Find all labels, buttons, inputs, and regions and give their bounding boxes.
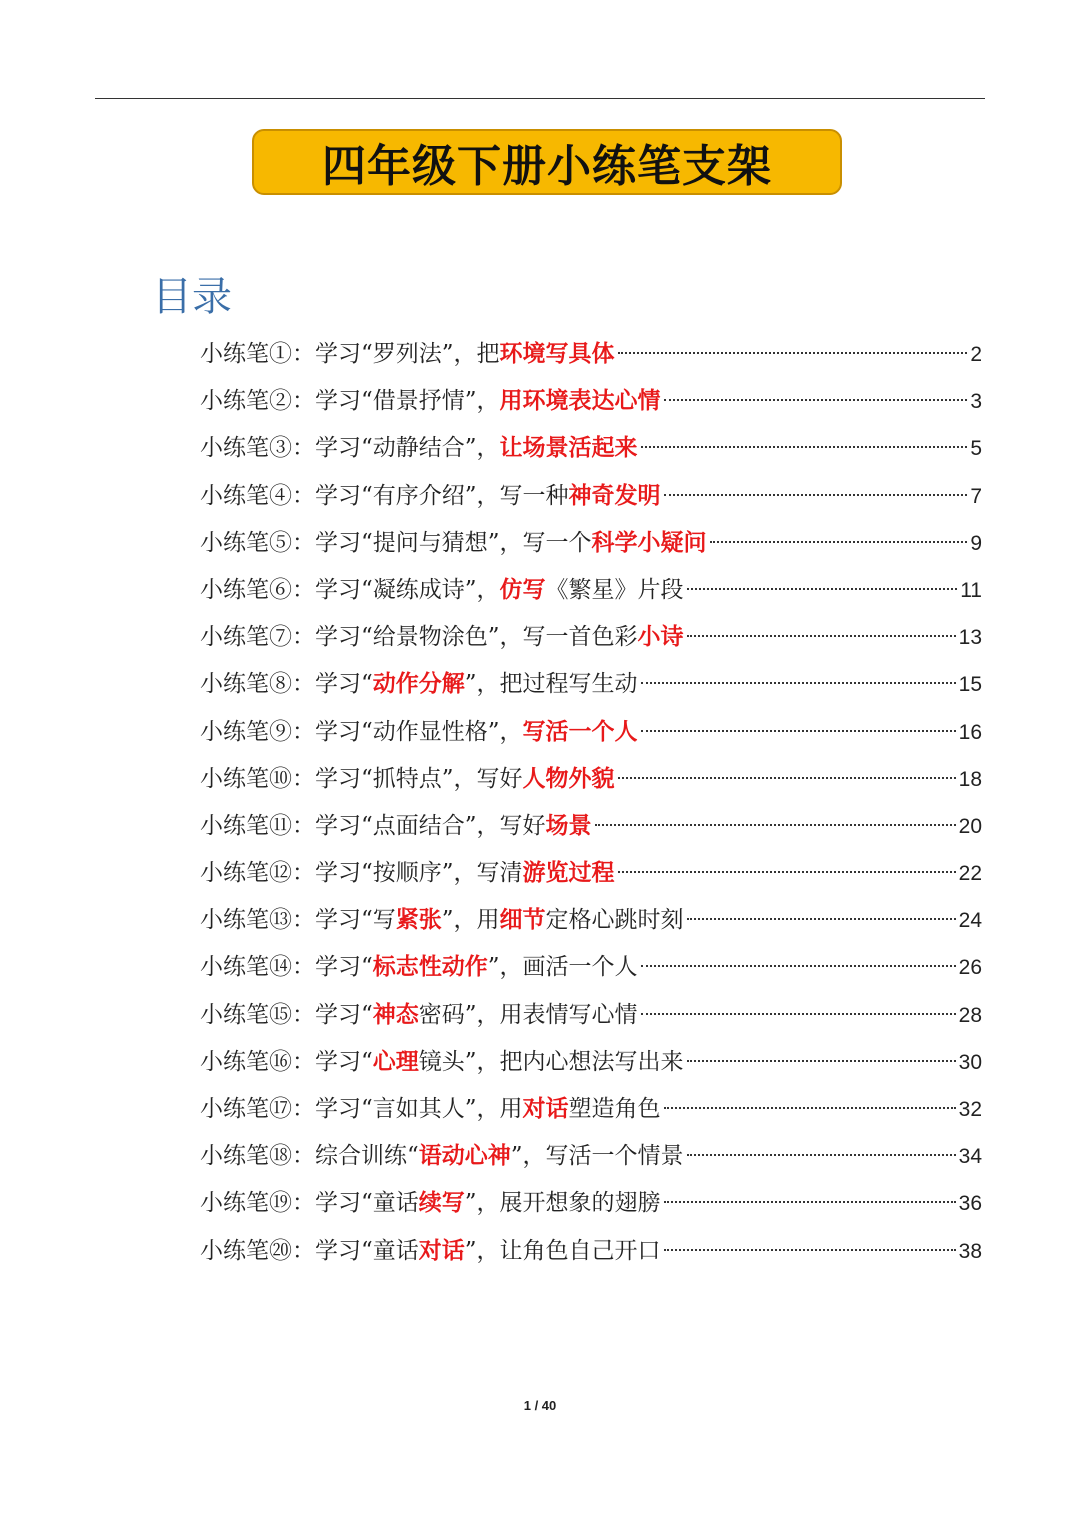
toc-entry-title: [200, 661, 638, 708]
toc-text-segment: 小练笔⑥：学习“凝练成诗”，: [200, 576, 500, 603]
toc-page-number: 5: [970, 437, 982, 461]
page-number: 1 / 40: [523, 1398, 557, 1413]
toc-page-number: 16: [958, 720, 982, 744]
toc-text-segment: 小练笔⑨：学习“动作显性格”，: [200, 718, 523, 745]
toc-page-number: 30: [958, 1050, 982, 1074]
toc-entry-title: [200, 1228, 661, 1275]
toc-text-segment: 小练笔⑱：综合训练“: [200, 1143, 419, 1170]
toc-entry-title: [200, 567, 684, 614]
toc-entry[interactable]: [200, 992, 982, 1039]
toc-page-number: 2: [970, 343, 982, 366]
toc-highlight-text: 神态: [372, 1001, 419, 1028]
toc-dot-leader: [664, 1107, 956, 1109]
toc-text-segment: ”，画活一个人: [487, 954, 638, 981]
toc-page-number: 11: [960, 578, 982, 602]
toc-text-segment: ”，用: [441, 907, 500, 934]
toc-highlight-text: 心理: [372, 1048, 419, 1075]
toc-text-segment: 小练笔⑫：学习“按顺序”，写清: [200, 860, 523, 887]
toc-entry[interactable]: [200, 850, 982, 897]
toc-entry[interactable]: [200, 1039, 982, 1086]
toc-highlight-text: 对话: [522, 1096, 569, 1122]
toc-text-segment: 塑造角色: [568, 1096, 661, 1122]
toc-highlight-text: 人物外貌: [522, 765, 615, 792]
toc-text-segment: 小练笔②：学习“借景抒情”，: [200, 388, 500, 415]
toc-entry-title: [200, 1180, 661, 1227]
toc-entry-title: [200, 803, 592, 850]
toc-text-segment: 小练笔⑳：学习“童话: [200, 1237, 419, 1264]
toc-page-number: 18: [958, 767, 982, 791]
toc-list: [200, 331, 982, 1275]
toc-entry-title: [200, 756, 615, 803]
toc-entry-title: [200, 520, 707, 567]
toc-text-segment: 小练笔⑰：学习“言如其人”，用: [200, 1096, 523, 1122]
toc-entry-title: [200, 897, 684, 944]
toc-highlight-text: 对话: [418, 1237, 465, 1264]
toc-text-segment: 小练笔⑦：学习“给景物涂色”，写一首色彩: [200, 624, 638, 651]
toc-dot-leader: [618, 871, 956, 873]
toc-highlight-text: 神奇发明: [568, 482, 661, 509]
toc-highlight-text: 用环境表达心情: [499, 388, 661, 415]
toc-entry-title: [200, 1133, 684, 1180]
toc-text-segment: ”，让角色自己开口: [464, 1237, 661, 1264]
toc-page-number: 7: [970, 484, 982, 508]
toc-dot-leader: [618, 352, 968, 354]
toc-text-segment: ”，写活一个情景: [510, 1143, 684, 1170]
toc-dot-leader: [710, 541, 968, 543]
toc-dot-leader: [664, 1201, 956, 1203]
toc-entry-title: [200, 1086, 661, 1133]
toc-highlight-text: 环境写具体: [499, 341, 615, 367]
toc-dot-leader: [687, 1060, 956, 1062]
toc-entry[interactable]: [200, 756, 982, 803]
toc-highlight-text: 语动心神: [418, 1143, 511, 1170]
toc-highlight-text: 标志性动作: [372, 954, 488, 981]
toc-entry[interactable]: [200, 1133, 982, 1180]
toc-dot-leader: [641, 965, 956, 967]
toc-entry-title: [200, 378, 661, 425]
toc-entry[interactable]: [200, 378, 982, 425]
toc-text-segment: 小练笔⑪：学习“点面结合”，写好: [200, 812, 546, 839]
toc-page-number: 36: [958, 1192, 982, 1216]
toc-heading: 目录: [152, 274, 232, 320]
toc-dot-leader: [687, 588, 958, 590]
toc-dot-leader: [618, 777, 956, 779]
toc-entry[interactable]: [200, 473, 982, 520]
toc-highlight-text: 紧张: [395, 907, 442, 934]
toc-text-segment: ”，展开想象的翅膀: [464, 1190, 661, 1217]
toc-highlight-text: 动作分解: [372, 671, 465, 698]
toc-dot-leader: [687, 1154, 956, 1156]
toc-text-segment: 《繁星》片段: [545, 576, 684, 603]
toc-entry[interactable]: [200, 944, 982, 991]
toc-page-number: 32: [958, 1098, 982, 1121]
toc-text-segment: 小练笔⑤：学习“提问与猜想”，写一个: [200, 529, 592, 556]
toc-text-segment: 镜头”，把内心想法写出来: [418, 1048, 684, 1075]
toc-entry-title: [200, 850, 615, 897]
toc-page-number: 9: [970, 531, 982, 555]
toc-text-segment: 小练笔⑭：学习“: [200, 954, 373, 981]
toc-highlight-text: 续写: [418, 1190, 465, 1217]
toc-highlight-text: 写活一个人: [522, 718, 638, 745]
toc-text-segment: 小练笔⑲：学习“童话: [200, 1190, 419, 1217]
toc-entry-title: [200, 1039, 684, 1086]
toc-entry[interactable]: [200, 614, 982, 661]
toc-text-segment: 小练笔⑯：学习“: [200, 1048, 373, 1075]
toc-text-segment: 密码”，用表情写心情: [418, 1001, 638, 1028]
toc-entry[interactable]: [200, 331, 982, 378]
toc-highlight-text: 仿写: [499, 576, 546, 603]
toc-dot-leader: [664, 1249, 956, 1251]
toc-page-number: 3: [970, 390, 982, 414]
page-title: 四年级下册小练笔支架: [322, 141, 772, 192]
toc-dot-leader: [641, 730, 956, 732]
toc-text-segment: 小练笔⑬：学习“写: [200, 907, 396, 934]
toc-entry[interactable]: [200, 1086, 982, 1133]
toc-entry[interactable]: [200, 1180, 982, 1227]
toc-entry[interactable]: [200, 709, 982, 756]
toc-text-segment: ”，把过程写生动: [464, 671, 638, 698]
toc-highlight-text: 让场景活起来: [499, 435, 638, 462]
toc-page-number: 24: [958, 909, 982, 933]
toc-entry-title: [200, 614, 684, 661]
toc-entry[interactable]: [200, 803, 982, 850]
toc-entry[interactable]: [200, 425, 982, 472]
toc-text-segment: 小练笔⑧：学习“: [200, 671, 373, 698]
toc-entry-title: [200, 944, 638, 991]
toc-highlight-text: 科学小疑问: [591, 529, 707, 556]
toc-page-number: 22: [958, 862, 982, 886]
toc-entry-title: [200, 709, 638, 756]
toc-page-number: 34: [958, 1145, 982, 1169]
toc-entry[interactable]: [200, 1228, 982, 1275]
toc-dot-leader: [664, 399, 968, 401]
toc-page-number: 13: [958, 626, 982, 650]
toc-text-segment: 小练笔④：学习“有序介绍”，写一种: [200, 482, 569, 509]
toc-entry[interactable]: [200, 567, 982, 614]
toc-entry-title: [200, 992, 638, 1039]
toc-highlight-text: 小诗: [637, 624, 684, 651]
toc-dot-leader: [664, 494, 968, 496]
toc-page-number: 15: [958, 673, 982, 697]
toc-entry[interactable]: [200, 520, 982, 567]
toc-entry[interactable]: [200, 897, 982, 944]
toc-dot-leader: [687, 635, 956, 637]
toc-text-segment: 定格心跳时刻: [545, 907, 684, 934]
toc-entry-title: [200, 331, 615, 378]
toc-text-segment: 小练笔①：学习“罗列法”，把: [200, 341, 500, 367]
title-banner: [252, 129, 842, 195]
toc-dot-leader: [595, 824, 956, 826]
toc-dot-leader: [641, 1013, 956, 1015]
toc-highlight-text: 细节: [499, 907, 546, 934]
toc-page-number: 28: [958, 1003, 982, 1027]
toc-dot-leader: [641, 682, 956, 684]
toc-highlight-text: 游览过程: [522, 860, 615, 887]
toc-page-number: 20: [958, 814, 982, 838]
toc-text-segment: 小练笔③：学习“动静结合”，: [200, 435, 500, 462]
toc-text-segment: 小练笔⑩：学习“抓特点”，写好: [200, 765, 523, 792]
toc-text-segment: 小练笔⑮：学习“: [200, 1001, 373, 1028]
toc-dot-leader: [641, 446, 968, 448]
toc-dot-leader: [687, 918, 956, 920]
toc-entry-title: [200, 473, 661, 520]
toc-page-number: 38: [958, 1239, 982, 1263]
header-rule: [95, 98, 985, 99]
toc-page-number: 26: [958, 956, 982, 980]
toc-entry-title: [200, 425, 638, 472]
toc-highlight-text: 场景: [545, 812, 592, 839]
toc-entry[interactable]: [200, 661, 982, 708]
